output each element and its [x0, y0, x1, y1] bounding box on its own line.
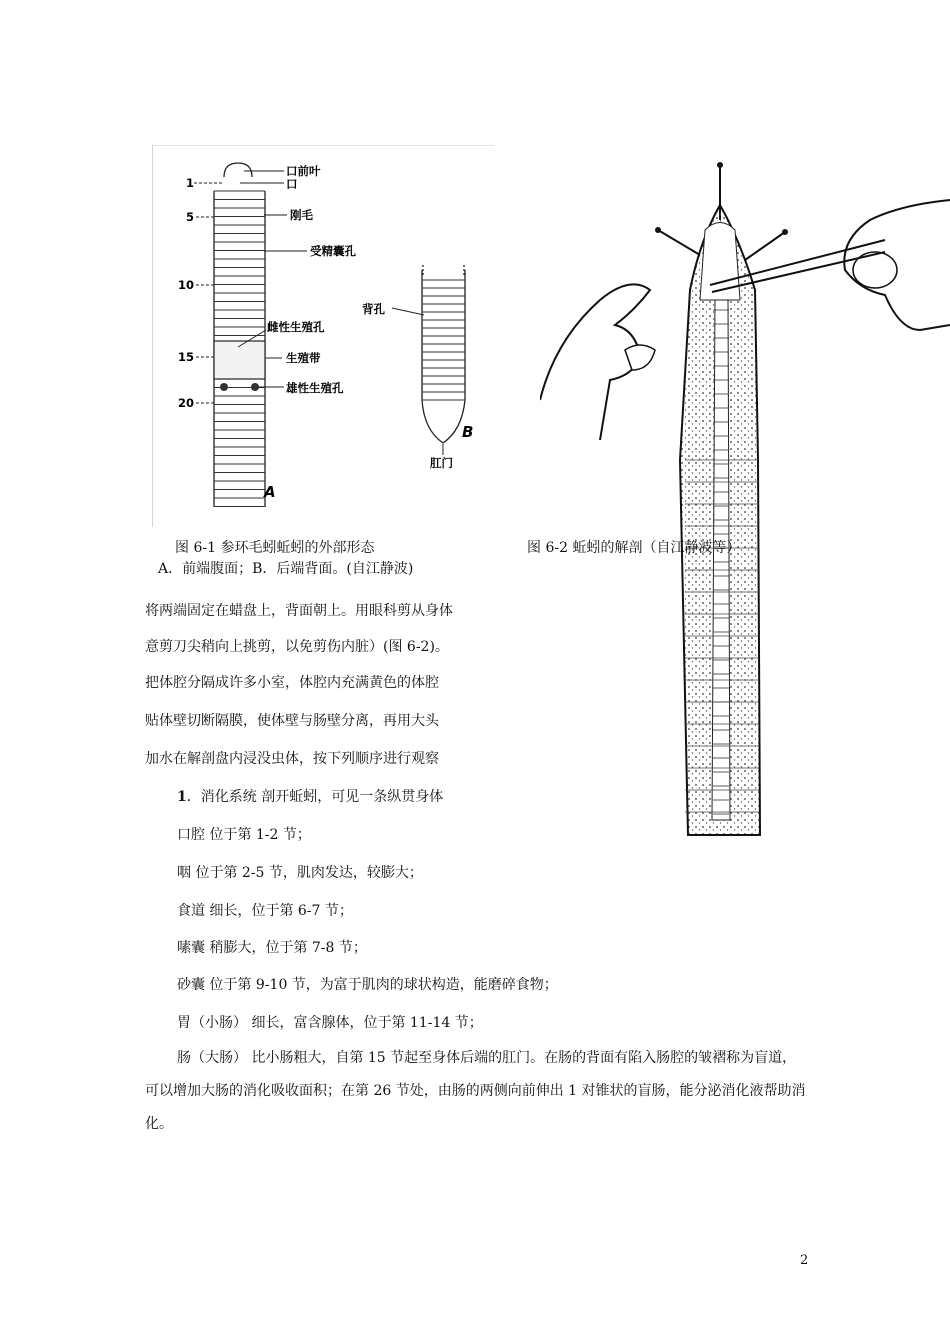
tick-15: 15: [178, 350, 195, 364]
label-clitellum: 生殖带: [286, 351, 321, 365]
item-oral-cavity: 口腔 位于第 1-2 节；: [177, 827, 311, 843]
label-female-pore: 雌性生殖孔: [267, 320, 325, 334]
item-esophagus: 食道 细长，位于第 6-7 节；: [177, 903, 353, 919]
page-number: 2: [800, 1253, 809, 1268]
figure-6-1-caption: 图 6-1 参环毛蚓蚯蚓的外部形态: [175, 540, 375, 556]
body-line-5: 加水在解剖盘内浸没虫体，按下列顺序进行观察: [145, 751, 439, 767]
figure-6-1-subcaption: A．前端腹面；B．后端背面。(自江静波): [158, 561, 414, 577]
tick-1: 1: [186, 176, 195, 190]
label-setae: 刚毛: [290, 208, 313, 222]
body-line-1: 将两端固定在蜡盘上，背面朝上。用眼科剪从身体: [145, 603, 453, 619]
item-stomach: 胃（小肠） 细长，富含腺体，位于第 11-14 节；: [177, 1015, 483, 1031]
label-panel-a: A: [264, 483, 276, 501]
item-crop: 嗉囊 稍膨大，位于第 7-8 节；: [177, 940, 367, 956]
item-pharynx: 咽 位于第 2-5 节，肌肉发达，较膨大；: [177, 865, 423, 881]
body-line-3: 把体腔分隔成许多小室，体腔内充满黄色的体腔: [145, 675, 439, 691]
figure-6-2-caption: 图 6-2 蚯蚓的解剖（自江静波等）: [527, 540, 741, 556]
item-intestine: 肠（大肠） 比小肠粗大，自第 15 节起至身体后端的肛门。在肠的背面有陷入肠腔的皱褶称为盲道，可以增加大肠的消化吸收面积；在第 26 节处，由肠的两侧向前伸出 1 对锥状的盲肠，能分泌消化液帮助消化。: [145, 1050, 806, 1132]
section-heading-digestive: [177, 786, 443, 806]
label-male-pore: 雄性生殖孔: [286, 381, 344, 395]
tick-20: 20: [178, 396, 195, 410]
label-dorsal-pore: 背孔: [362, 302, 385, 316]
figure-6-1: [152, 145, 497, 530]
label-panel-b: B: [462, 423, 474, 441]
section-number: 1: [177, 789, 187, 805]
body-line-4: 贴体壁切断隔膜，使体壁与肠壁分离，再用大头: [145, 713, 439, 729]
tick-10: 10: [178, 278, 195, 292]
earthworm-external-drawing: [152, 145, 497, 530]
figure-6-2: [540, 160, 950, 840]
item-gizzard: 砂囊 位于第 9-10 节，为富于肌肉的球状构造，能磨碎食物；: [177, 977, 558, 993]
label-anus: 肛门: [430, 456, 453, 470]
body-line-2: 意剪刀尖稍向上挑剪，以免剪伤内脏）(图 6-2)。: [145, 639, 449, 655]
section-heading-text: ．消化系统 剖开蚯蚓，可见一条纵贯身体: [186, 789, 444, 805]
label-mouth: 口: [286, 177, 298, 191]
label-prostomium: 口前叶: [286, 164, 321, 178]
earthworm-dissection-drawing: [540, 160, 950, 840]
label-spermathecal-pore: 受精囊孔: [310, 244, 356, 258]
tick-5: 5: [186, 210, 195, 224]
